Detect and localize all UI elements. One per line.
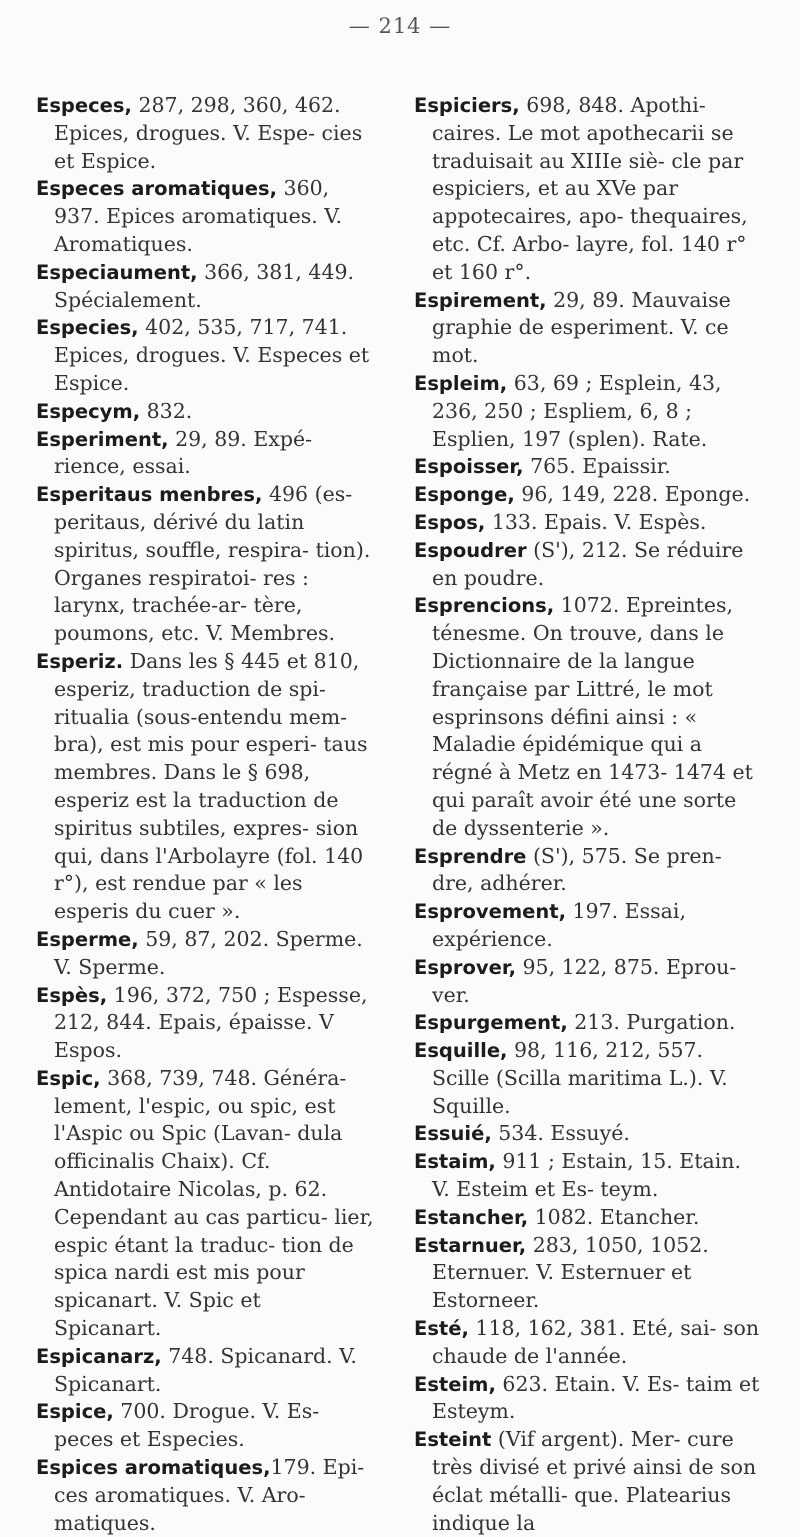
headword: Esponge,: [414, 483, 515, 507]
headword: Essuié,: [414, 1122, 492, 1146]
dictionary-entry: [414, 1426, 764, 1537]
entry-body: 911 ; Estain, 15. Etain. V. Esteim et Es- teym.: [432, 1149, 741, 1202]
entry-body: 95, 122, 875. Eprou- ver.: [432, 954, 737, 1007]
headword: Estancher,: [414, 1205, 529, 1229]
entry-body: Dans les § 445 et 810, esperiz, traduction de spi- ritualia (sous-entendu mem- bra), est mis pour esperi- taus membres. Dans le § 698, esperiz est la traduction de spiritus subtiles, expres- sion qui, dans l'Arbolayre (fol. 140 r°), est rendue par « les esperis du cuer ».: [54, 648, 368, 924]
headword: Espoisser,: [414, 455, 524, 479]
entry-body: 196, 372, 750 ; Espesse, 212, 844. Epais, épaisse. V Espos.: [54, 982, 368, 1063]
headword: Espirement,: [414, 288, 547, 312]
entry-body: 133. Epais. V. Espès.: [485, 509, 707, 534]
entry-body: 402, 535, 717, 741. Epices, drogues. V. Especes et Espice.: [54, 315, 370, 395]
dictionary-entry: [414, 898, 764, 954]
headword: Especes,: [36, 94, 132, 117]
dictionary-entry: [36, 92, 374, 175]
dictionary-entry: [414, 1120, 764, 1148]
headword: Esperiment,: [36, 427, 169, 451]
headword: Espices aromatiques,: [36, 1456, 271, 1480]
headword: Especies,: [36, 316, 139, 340]
entry-body: 29, 89. Mauvaise graphie de esperiment. V. ce mot.: [432, 287, 731, 368]
dictionary-entry: [36, 314, 374, 397]
entry-body: 368, 739, 748. Généra- lement, l'espic, ou spic, est l'Aspic ou Spic (Lavan- dula officinalis Chaix). Cf. Antidotaire Nicolas, p. 62. Cependant au cas particu- lier, espic étant la traduc- tion de spica nardi est mis pour spicanart. V. Spic et Spicanart.: [54, 1065, 374, 1341]
headword: Esperme,: [36, 927, 139, 951]
entry-body: 1082. Etancher.: [528, 1204, 700, 1229]
entry-body: 832.: [140, 398, 193, 423]
dictionary-entry: [414, 370, 764, 453]
entry-body: 1072. Epreintes, ténesme. On trouve, dans le Dictionnaire de la langue française par Littré, le mot esprinsons défini ainsi : « Maladie épidémique qui a régné à Metz en 1473- 1474 et qui paraît avoir été une sorte de dyssenterie ».: [432, 593, 753, 840]
headword: Espice,: [36, 1400, 114, 1424]
headword: Esté,: [414, 1317, 469, 1341]
headword: Esperitaus menbres,: [36, 483, 263, 507]
entry-body: 748. Spicanard. V. Spicanart.: [54, 1343, 357, 1396]
entry-body: 179. Epi- ces aromatiques. V. Aro- matiques.: [54, 1455, 365, 1535]
entry-body: 118, 162, 381. Eté, sai- son chaude de l'année.: [432, 1316, 760, 1368]
headword: Esprencions,: [414, 594, 555, 618]
dictionary-entry: [36, 1454, 374, 1537]
entry-body: 360, 937. Epices aromatiques. V. Aromatiques.: [54, 176, 343, 256]
dictionary-entry: [36, 1343, 374, 1399]
left-column: [36, 92, 374, 1537]
dictionary-entry: [414, 1009, 764, 1037]
dictionary-entry: [414, 1037, 764, 1120]
dictionary-entry: [36, 175, 374, 258]
dictionary-entry: [414, 481, 764, 509]
entry-body: 623. Etain. V. Es- taim et Esteym.: [432, 1371, 760, 1424]
entry-body: 366, 381, 449. Spécialement.: [54, 259, 355, 312]
dictionary-entry: [414, 1204, 764, 1232]
headword: Espurgement,: [414, 1011, 568, 1035]
headword: Espiciers,: [414, 94, 520, 117]
entry-body: 63, 69 ; Esplein, 43, 236, 250 ; Espliem, 6, 8 ; Esplien, 197 (splen). Rate.: [432, 370, 722, 451]
headword: Espic,: [36, 1066, 101, 1090]
headword: Esprendre: [414, 844, 527, 868]
dictionary-entry: [414, 592, 764, 842]
headword: Especym,: [36, 399, 141, 423]
entry-body: 29, 89. Expé- rience, essai.: [54, 426, 313, 479]
headword: Espleim,: [414, 371, 508, 395]
dictionary-entry: [36, 426, 374, 482]
headword: Esperiz.: [36, 649, 124, 673]
dictionary-entry: [36, 398, 374, 426]
entry-body: 534. Essuyé.: [491, 1121, 630, 1146]
dictionary-entry: [36, 982, 374, 1065]
headword: Espicanarz,: [36, 1344, 162, 1368]
headword: Especiaument,: [36, 260, 198, 284]
dictionary-entry: [36, 481, 374, 648]
right-column: [414, 92, 764, 1537]
headword: Esprovement,: [414, 900, 566, 924]
dictionary-entry: [414, 1371, 764, 1427]
entry-body: 287, 298, 360, 462. Epices, drogues. V. Espe- cies et Espice.: [54, 93, 363, 173]
entry-body: (S'), 212. Se réduire en poudre.: [432, 537, 744, 590]
entry-body: 765. Epaissir.: [523, 454, 671, 479]
dictionary-entry: [414, 954, 764, 1010]
headword: Esquille,: [414, 1039, 508, 1063]
dictionary-entry: [414, 92, 764, 287]
entry-body: 59, 87, 202. Sperme. V. Sperme.: [54, 926, 363, 979]
entry-body: 197. Essai, expérience.: [432, 899, 686, 951]
headword: Espès,: [36, 983, 108, 1007]
dictionary-entry: [414, 1315, 764, 1371]
headword: Especes aromatiques,: [36, 177, 278, 201]
dictionary-entry: [36, 1065, 374, 1343]
headword: Esteint: [414, 1428, 492, 1452]
dictionary-entry: [414, 509, 764, 537]
dictionary-entry: [36, 648, 374, 926]
entry-body: 96, 149, 228. Eponge.: [514, 482, 751, 507]
headword: Espoudrer: [414, 538, 527, 562]
dictionary-entry: [36, 926, 374, 982]
dictionary-entry: [414, 537, 764, 593]
dictionary-entry: [36, 259, 374, 315]
entry-body: 496 (es- peritaus, dérivé du latin spiritus, souffle, respira- tion). Organes respiratoi- res : larynx, trachée-ar- tère, poumons, etc. V. Membres.: [54, 482, 371, 646]
headword: Esprover,: [414, 955, 516, 979]
dictionary-entry: [414, 1232, 764, 1315]
entry-body: 700. Drogue. V. Es- peces et Especies.: [54, 1399, 320, 1452]
headword: Espos,: [414, 510, 486, 534]
entry-body: 98, 116, 212, 557. Scille (Scilla maritima L.). V. Squille.: [432, 1038, 728, 1118]
entry-body: 698, 848. Apothi- caires. Le mot apothecarii se traduisait au XIIIe siè- cle par espiciers, et au XVe par appotecaires, apo- thequaires, etc. Cf. Arbo- layre, fol. 140 r° et 160 r°.: [432, 93, 748, 284]
headword: Estaim,: [414, 1150, 496, 1174]
dictionary-entry: [414, 1148, 764, 1204]
entry-body: 213. Purgation.: [567, 1010, 736, 1035]
entry-body: (Vif argent). Mer- cure très divisé et privé ainsi de son éclat métalli- que. Platearius indique la: [432, 1427, 757, 1535]
page-number: — 214 —: [348, 14, 452, 38]
dictionary-entry: [414, 453, 764, 481]
entry-body: 283, 1050, 1052. Eternuer. V. Esternuer et Estorneer.: [432, 1232, 709, 1313]
dictionary-entry: [414, 287, 764, 370]
dictionary-entry: [36, 1398, 374, 1454]
headword: Estarnuer,: [414, 1233, 527, 1257]
headword: Esteim,: [414, 1372, 496, 1396]
dictionary-entry: [414, 843, 764, 899]
entry-body: (S'), 575. Se pren- dre, adhérer.: [432, 843, 722, 896]
